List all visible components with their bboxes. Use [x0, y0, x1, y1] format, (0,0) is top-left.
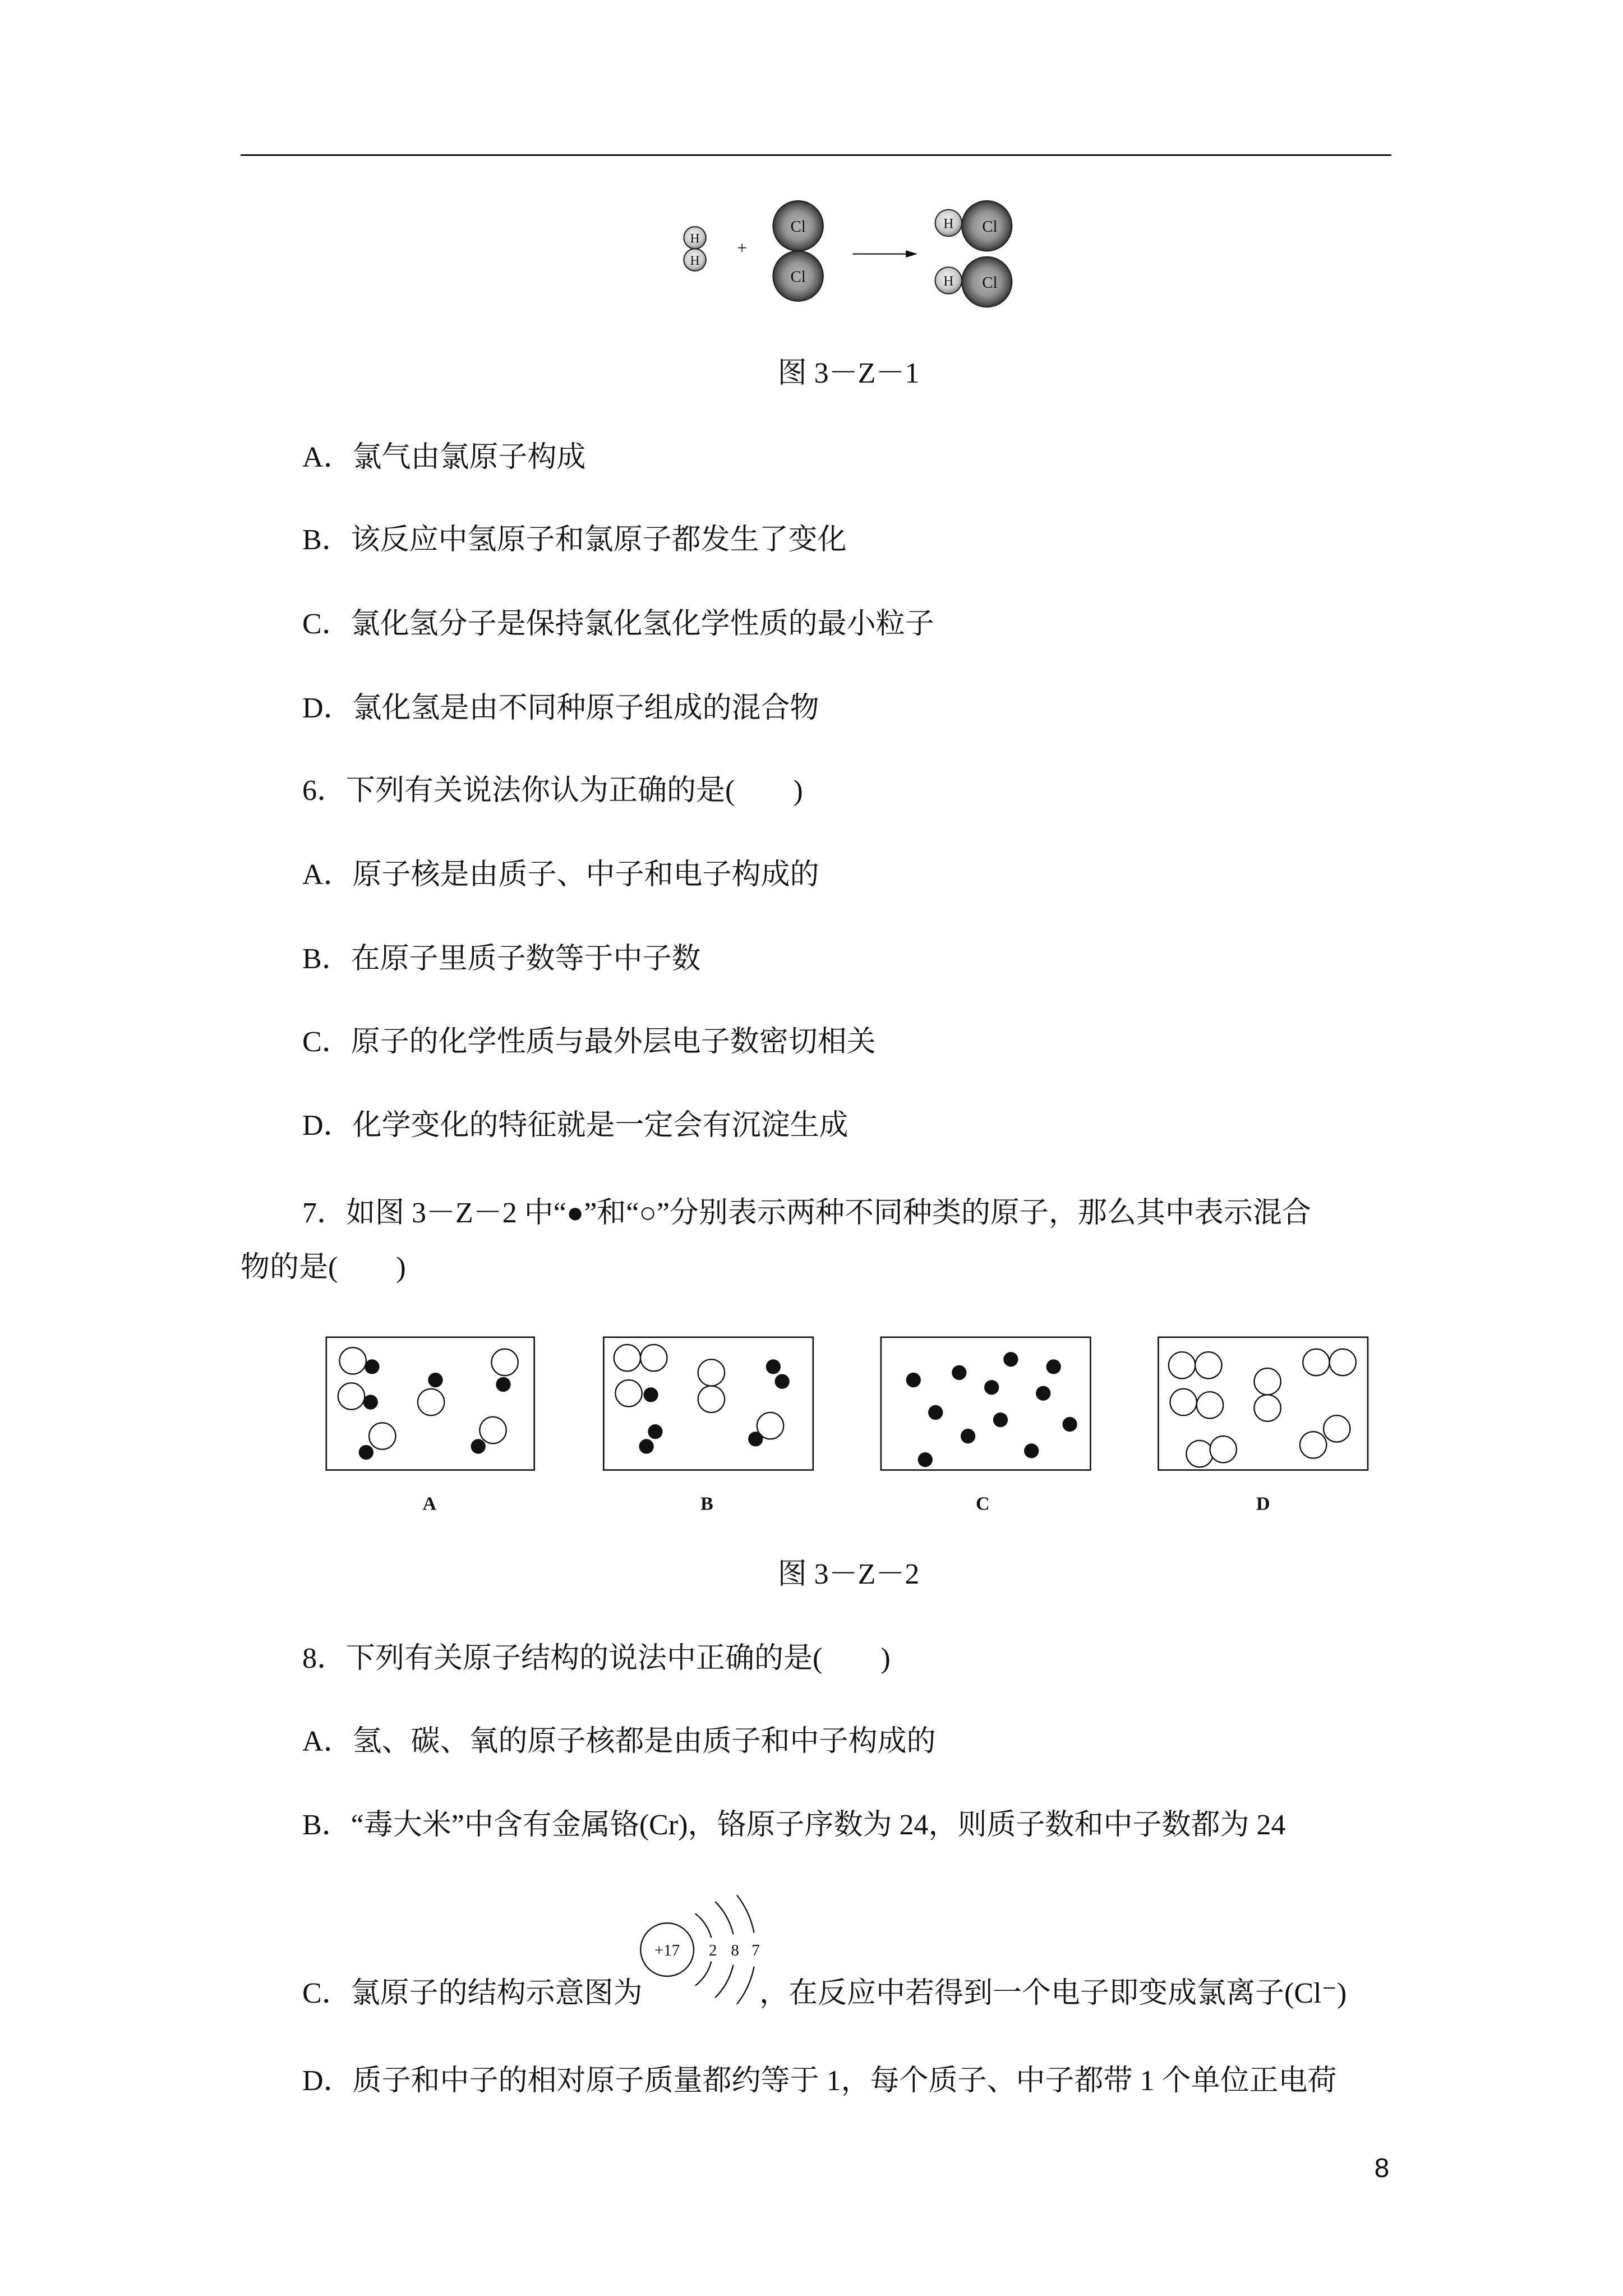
- panel-label: D: [1256, 1493, 1270, 1515]
- black-atom: [906, 1373, 921, 1387]
- electron-shell-arc: [737, 1967, 754, 2004]
- electron-shell-arc: [695, 1962, 712, 1986]
- white-atom: [1324, 1415, 1350, 1442]
- q6-option-b: B．在原子里质子数等于中子数: [302, 943, 701, 975]
- particle-figure: [317, 1328, 1380, 1520]
- black-atom: [1024, 1443, 1039, 1458]
- panel-label: B: [700, 1493, 713, 1515]
- black-atom: [952, 1365, 966, 1380]
- q5-option-c: C．氯化氢分子是保持氯化氢化学性质的最小粒子: [302, 608, 934, 640]
- chlorine-atom-structure-diagram: [638, 1892, 768, 2007]
- q6-stem: 6．下列有关说法你认为正确的是( ): [302, 775, 803, 807]
- electron-shell-arc: [737, 1895, 754, 1932]
- page-number: 8: [1374, 2154, 1390, 2183]
- black-atom: [639, 1439, 653, 1453]
- panel-label: A: [422, 1493, 437, 1515]
- black-atom: [993, 1412, 1008, 1427]
- black-atom: [928, 1405, 943, 1420]
- hcl-molecule: [935, 201, 1012, 251]
- hydrogen-molecule: [684, 227, 706, 271]
- white-atom: [615, 1380, 642, 1406]
- white-atom: [698, 1359, 725, 1386]
- q5-option-b: B．该反应中氢原子和氯原子都发生了变化: [302, 524, 847, 556]
- q8-stem: 8．下列有关原子结构的说法中正确的是( ): [302, 1642, 891, 1674]
- q7-stem-line-1: 7．如图 3－Z－2 中“●”和“○”分别表示两种不同种类的原子，那么其中表示混合: [302, 1197, 1311, 1229]
- white-atom: [1210, 1436, 1236, 1462]
- black-atom: [643, 1387, 658, 1402]
- hydrogen-label: H: [943, 274, 954, 289]
- black-atom: [363, 1395, 378, 1409]
- black-atom: [774, 1374, 789, 1389]
- white-atom: [1169, 1352, 1195, 1378]
- chlorine-label: Cl: [790, 268, 806, 286]
- white-atom: [491, 1349, 518, 1375]
- q8-option-c-text-after: ，在反应中若得到一个电子即变成氯离子(Cl⁻): [759, 1977, 1347, 2009]
- electron-shell-arc: [715, 1965, 733, 1998]
- white-atom: [418, 1389, 444, 1415]
- hcl-molecule: [935, 257, 1012, 307]
- black-atom: [961, 1429, 975, 1443]
- panel-c: [881, 1337, 1091, 1515]
- chlorine-molecule: [773, 201, 823, 301]
- chlorine-label: Cl: [790, 218, 806, 236]
- q5-option-d: D．氯化氢是由不同种原子组成的混合物: [302, 692, 819, 724]
- black-atom: [471, 1439, 486, 1453]
- white-atom: [1254, 1395, 1280, 1421]
- reaction-arrow: [852, 250, 917, 257]
- white-atom: [1195, 1352, 1221, 1378]
- black-atom: [648, 1424, 662, 1439]
- panel-d: [1158, 1337, 1368, 1515]
- white-atom: [339, 1347, 366, 1374]
- hydrogen-label: H: [690, 253, 700, 268]
- white-atom: [338, 1383, 365, 1409]
- electron-shell-arc: [695, 1913, 712, 1938]
- black-atom: [1003, 1352, 1018, 1366]
- shell-electron-count: 2: [708, 1941, 717, 1960]
- q6-option-a: A．原子核是由质子、中子和电子构成的: [302, 859, 819, 891]
- nucleus-charge-label: +17: [654, 1941, 680, 1960]
- panel-frame: [881, 1337, 1091, 1470]
- header-rule: [241, 154, 1391, 156]
- hydrogen-label: H: [690, 231, 700, 246]
- figure-caption: 图 3－Z－1: [777, 357, 920, 389]
- reaction-figure: [671, 192, 1025, 318]
- white-atom: [479, 1417, 506, 1443]
- shell-electron-count: 8: [731, 1941, 739, 1960]
- white-atom: [640, 1345, 667, 1371]
- shell-electron-count: 7: [751, 1941, 760, 1960]
- white-atom: [1197, 1392, 1223, 1418]
- plus-sign: +: [737, 238, 748, 258]
- black-atom: [918, 1452, 933, 1467]
- black-atom: [496, 1377, 510, 1392]
- q8-option-a: A．氢、碳、氧的原子核都是由质子和中子构成的: [302, 1726, 936, 1757]
- chlorine-label: Cl: [982, 274, 998, 292]
- black-atom: [766, 1359, 781, 1374]
- black-atom: [1062, 1417, 1077, 1432]
- white-atom: [1330, 1349, 1356, 1375]
- q6-option-c: C．原子的化学性质与最外层电子数密切相关: [302, 1026, 876, 1058]
- white-atom: [1254, 1368, 1280, 1395]
- chlorine-label: Cl: [982, 218, 998, 236]
- white-atom: [1303, 1349, 1329, 1375]
- panel-b: [603, 1337, 813, 1515]
- q8-option-d: D．质子和中子的相对原子质量都约等于 1，每个质子、中子都带 1 个单位正电荷: [302, 2065, 1337, 2097]
- black-atom: [359, 1445, 374, 1460]
- black-atom: [984, 1380, 999, 1395]
- black-atom: [365, 1359, 379, 1374]
- black-atom: [1036, 1386, 1050, 1401]
- electron-shell-arc: [715, 1902, 733, 1934]
- q8-option-b: B．“毒大米”中含有金属铬(Cr)，铬原子序数为 24，则质子数和中子数都为 24: [302, 1809, 1286, 1841]
- white-atom: [698, 1386, 725, 1412]
- black-atom: [748, 1432, 763, 1446]
- q5-option-a: A．氯气由氯原子构成: [302, 441, 586, 473]
- q8-option-c-text-before: C．氯原子的结构示意图为: [302, 1977, 643, 2009]
- hydrogen-label: H: [943, 216, 954, 232]
- white-atom: [1170, 1389, 1196, 1415]
- white-atom: [614, 1345, 640, 1371]
- white-atom: [369, 1423, 395, 1449]
- black-atom: [428, 1373, 442, 1387]
- q6-option-d: D．化学变化的特征就是一定会有沉淀生成: [302, 1110, 849, 1142]
- panel-a: [326, 1337, 534, 1515]
- panel-label: C: [976, 1493, 990, 1515]
- q7-stem-line-2: 物的是( ): [241, 1251, 406, 1283]
- black-atom: [1046, 1359, 1061, 1374]
- white-atom: [1186, 1441, 1212, 1467]
- white-atom: [1300, 1432, 1326, 1458]
- figure-caption: 图 3－Z－2: [777, 1558, 920, 1590]
